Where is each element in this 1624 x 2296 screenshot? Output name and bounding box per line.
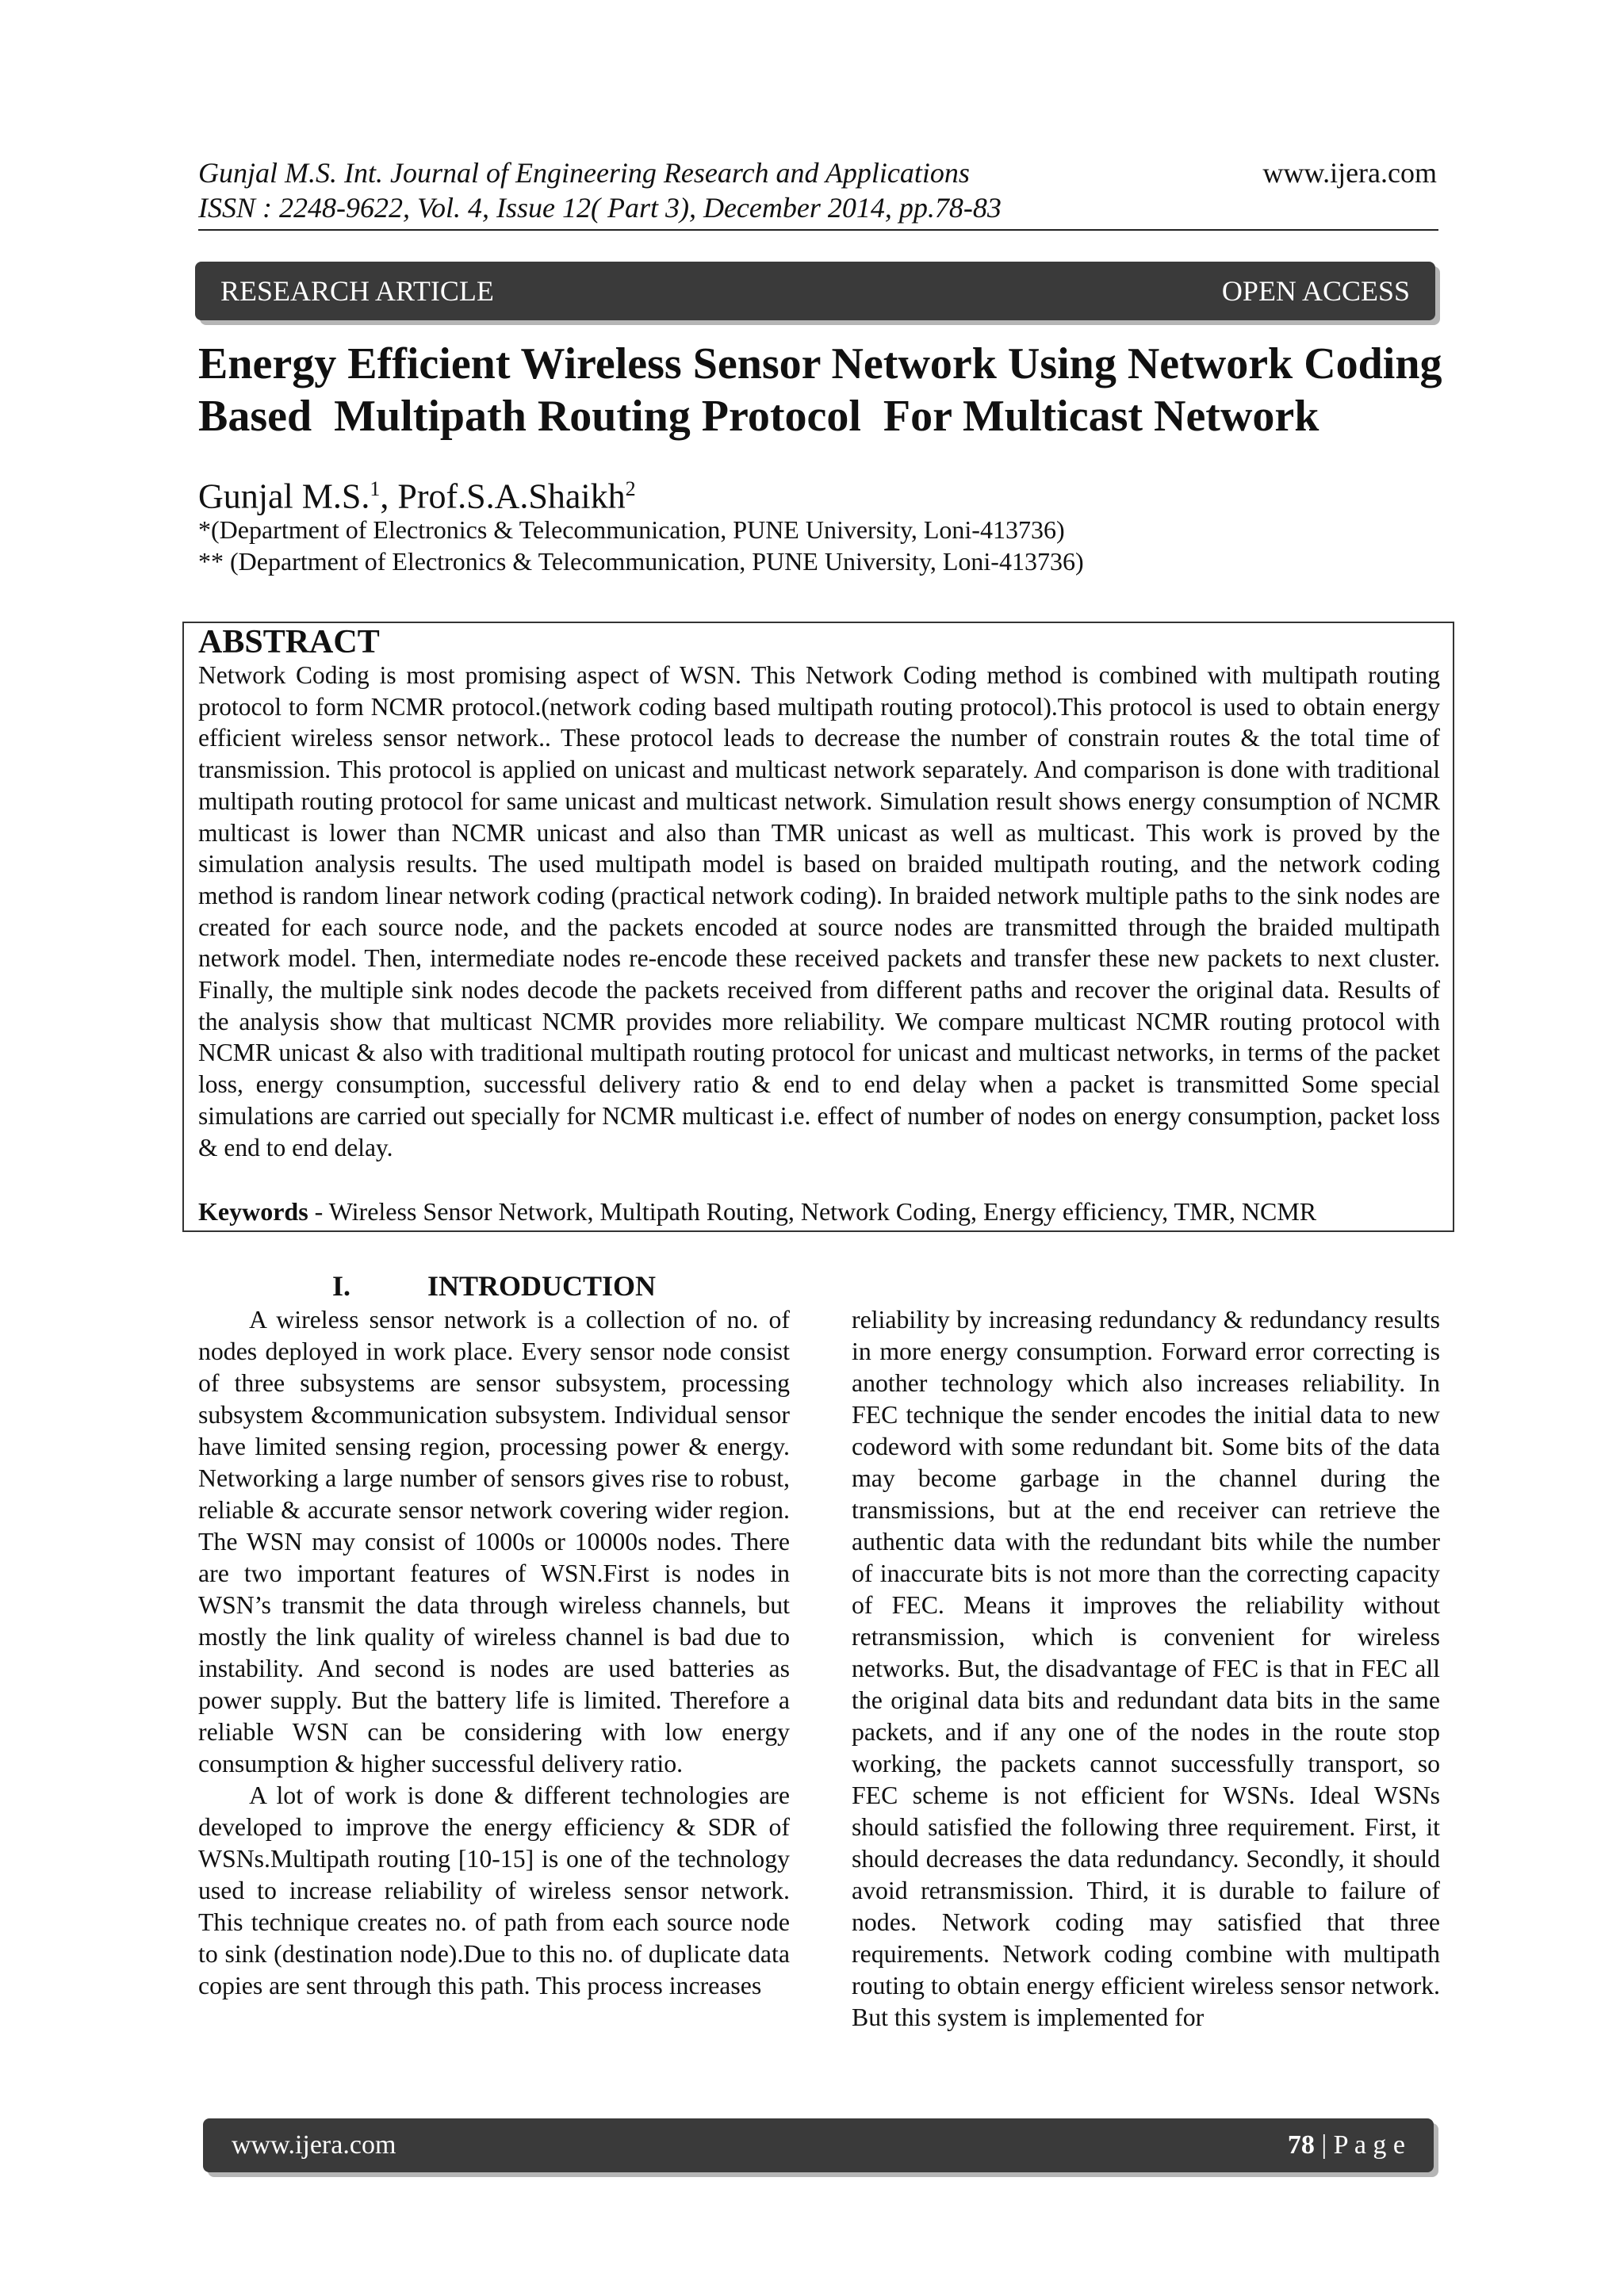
page-label: | P a g e: [1314, 2130, 1405, 2160]
header-divider: [198, 229, 1438, 231]
section-title: INTRODUCTION: [427, 1270, 657, 1302]
keywords-text: - Wireless Sensor Network, Multipath Routing, Network Coding, Energy efficiency, TMR, NCMR: [308, 1197, 1317, 1226]
right-column: [852, 1304, 1440, 2034]
intro-paragraph-2: A lot of work is done & different technologies are developed to improve the energy efficiency & SDR of WSNs.Multipath routing [10-15] is one of the technology used to increase reliability of wireless sensor network. This technique creates no. of path from each source node to sink (destination node).Due to this no. of duplicate data copies are sent through this path. This process increases: [198, 1781, 790, 1999]
section-number: I.: [331, 1270, 350, 1302]
affiliation-2: ** (Department of Electronics & Telecommunication, PUNE University, Loni-413736): [198, 547, 1084, 576]
introduction-heading: [198, 1269, 790, 1303]
abstract-body: Network Coding is most promising aspect of WSN. This Network Coding method is combined with multipath routing protocol to form NCMR protocol.(network coding based multipath routing protocol).This protocol is used to obtain energy efficient wireless sensor network.. These protocol leads to decrease the number of constrain routes & the total time of transmission. This protocol is applied on unicast and multicast network separately. And comparison is done with traditional multipath routing protocol for same unicast and multicast network. Simulation result shows energy consumption of NCMR multicast is lower than NCMR unicast and also than TMR unicast as well as multicast. This work is proved by the simulation analysis results. The used multipath model is based on braided multipath routing, and the network coding method is random linear network coding (practical network coding). In braided network multiple paths to the sink nodes are created for each source node, and the packets encoded at source nodes are transmitted through the braided multipath network model. Then, intermediate nodes re-encode these received packets and transfer these new packets to next cluster. Finally, the multiple sink nodes decode the packets received from different paths and recover the original data. Results of the analysis show that multicast NCMR provides more reliability. We compare multicast NCMR routing protocol with NCMR unicast & also with traditional multipath routing protocol for unicast and multicast networks, in terms of the packet loss, energy consumption, successful delivery ratio & end to end delay when a packet is transmitted Some special simulations are carried out specially for NCMR multicast i.e. effect of number of nodes on energy consumption, packet loss & end to end delay.: [198, 661, 1440, 1161]
keywords-label: Keywords: [198, 1197, 308, 1226]
research-article-label: RESEARCH ARTICLE: [220, 275, 494, 307]
author-2-sup: 2: [625, 477, 636, 500]
author-1-sup: 1: [370, 477, 381, 500]
author-1: Gunjal M.S.: [198, 476, 370, 516]
article-type-banner: [195, 262, 1435, 320]
affiliation-1: *(Department of Electronics & Telecommunication, PUNE University, Loni-413736): [198, 515, 1065, 544]
issn-line: ISSN : 2248-9622, Vol. 4, Issue 12( Part 3), December 2014, pp.78-83: [198, 192, 1002, 224]
author-2: Prof.S.A.Shaikh: [397, 476, 626, 516]
authors: [198, 468, 636, 519]
header-url: www.ijera.com: [1262, 157, 1437, 189]
title-line-1: Energy Efficient Wireless Sensor Network Using Network Coding: [198, 339, 1442, 388]
title-line-2: Based Multipath Routing Protocol For Multicast Network: [198, 392, 1320, 441]
author-separator: ,: [380, 476, 398, 516]
footer-url: www.ijera.com: [232, 2130, 396, 2160]
left-column: [198, 1304, 790, 2002]
page-footer: [203, 2118, 1434, 2172]
keywords: [198, 1196, 1316, 1227]
abstract-heading: ABSTRACT: [198, 624, 380, 660]
intro-paragraph-continued: reliability by increasing redundancy & redundancy results in more energy consumption. Forward error correcting is another technology which also increases reliability. In FEC technique the sender encodes the initial data to new codeword with some redundant bit. Some bits of the data may become garbage in the channel during the transmissions, but at the end receiver can retrieve the authentic data with the redundant bits while the number of inaccurate bits is not more than the correcting capacity of FEC. Means it improves the reliability without retransmission, which is convenient for wireless networks. But, the disadvantage of FEC is that in FEC all the original data bits and redundant data bits in the same packets, and if any one of the nodes in the route stop working, the packets cannot successfully transport, so FEC scheme is not efficient for WSNs. Ideal WSNs should satisfied the following three requirement. First, it should decreases the data redundancy. Secondly, it should avoid retransmission. Third, it is durable to failure of nodes. Network coding may satisfied that three requirements. Network coding combine with multipath routing to obtain energy efficient wireless sensor network. But this system is implemented for: [852, 1306, 1440, 2031]
open-access-label: OPEN ACCESS: [1221, 275, 1410, 307]
page-indicator: [1288, 2130, 1405, 2160]
journal-header: Gunjal M.S. Int. Journal of Engineering Research and Applications: [198, 157, 970, 189]
intro-paragraph-1: A wireless sensor network is a collection of no. of nodes deployed in work place. Every sensor node consist of three subsystems are sensor subsystem, processing subsystem &communication subsystem. Individual sensor have limited sensing region, processing power & energy. Networking a large number of sensors gives rise to robust, reliable & accurate sensor network covering wider region. The WSN may consist of 1000s or 10000s nodes. There are two important features of WSN.First is nodes in WSN’s transmit the data through wireless channels, but mostly the link quality of wireless channel is bad due to instability. And second is nodes are used batteries as power supply. But the battery life is limited. Therefore a reliable WSN can be considering with low energy consumption & higher successful delivery ratio.: [198, 1306, 790, 1777]
paper-title: [198, 338, 1451, 442]
page-number: 78: [1287, 2130, 1315, 2160]
